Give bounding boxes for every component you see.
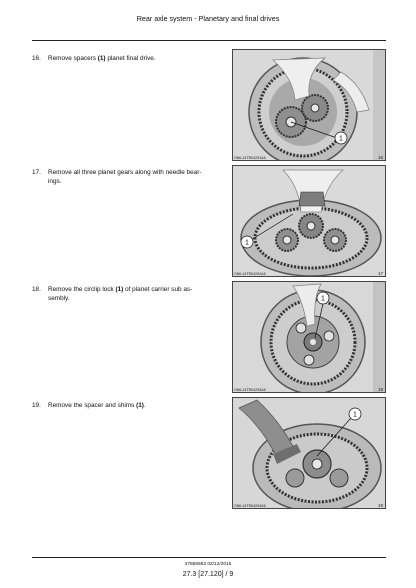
document-number: 47866583 02/12/2015 (184, 562, 232, 567)
figure-17-number: 17 (378, 271, 384, 276)
page-title: Rear axle system - Planetary and final drives (136, 14, 280, 23)
figure-19-number: 19 (378, 503, 384, 508)
figure-18-code: GNIL14TR04293A6 (234, 388, 266, 392)
figure-16-callout: 1 (339, 135, 343, 143)
figure-16-image (232, 49, 386, 161)
step-number: 17. (32, 169, 41, 176)
figure-16-number: 16 (378, 155, 384, 160)
step-text-continuation: ings. (48, 178, 62, 185)
figure-16-code: GNIL14TR04291A6 (234, 156, 266, 160)
figure-18-image (232, 281, 386, 393)
step-number: 16. (32, 55, 41, 62)
step-number: 19. (32, 402, 41, 409)
page-number: 27.3 [27.120] / 9 (182, 571, 234, 578)
figure-17-image (232, 165, 386, 277)
figure-17-code: GNIL14TR04292A6 (234, 272, 266, 276)
step-text: Remove all three planet gears along with needle bear- (48, 169, 202, 176)
figure-19-callout: 1 (353, 411, 357, 419)
step-17 (32, 168, 222, 186)
step-number: 18. (32, 286, 41, 293)
step-19 (32, 401, 222, 410)
figure-17-callout: 1 (245, 239, 249, 247)
figure-19-code: GNIL14TR04294A6 (234, 504, 266, 508)
figure-19-image (232, 397, 386, 509)
step-16 (32, 54, 222, 63)
step-text: Remove spacers (1) planet final drive. (48, 55, 156, 62)
header-divider (32, 40, 386, 41)
step-text: Remove the spacer and shims (1). (48, 402, 146, 409)
step-text: Remove the circlip lock (1) of planet carrier sub as- (48, 286, 193, 293)
footer-divider (32, 557, 386, 558)
step-18 (32, 285, 222, 303)
figure-18-callout: 1 (321, 295, 325, 303)
figure-18-number: 18 (378, 387, 384, 392)
step-text-continuation: sembly. (48, 295, 70, 302)
